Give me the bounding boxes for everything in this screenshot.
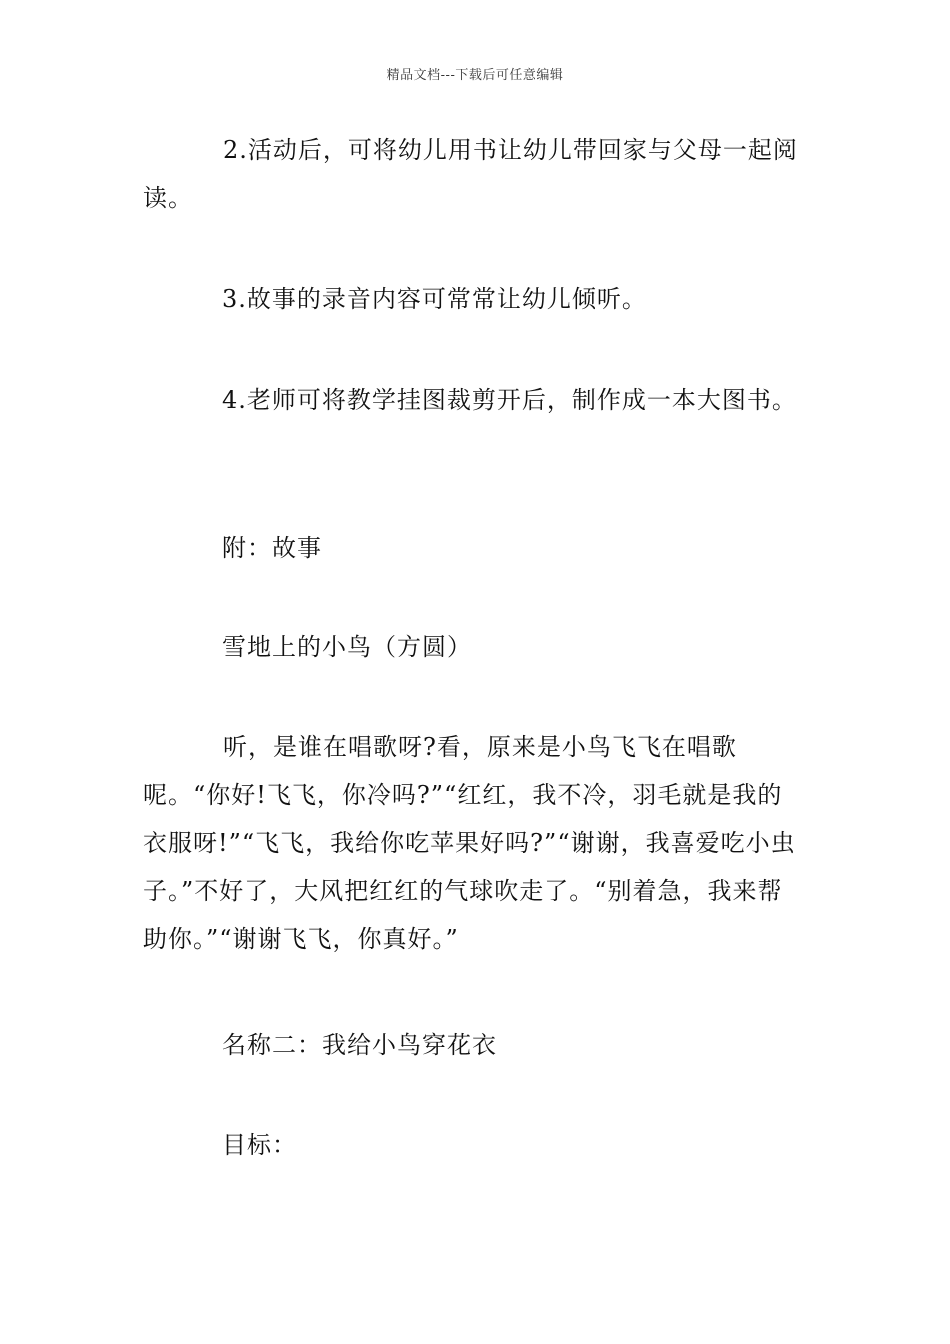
paragraph-big-book: 4.老师可将教学挂图裁剪开后，制作成一本大图书。 — [222, 386, 797, 414]
story-title: 雪地上的小鸟（方圆） — [222, 633, 472, 661]
section-two-title: 名称二：我给小鸟穿花衣 — [222, 1031, 497, 1059]
page-header: 精品文档---下载后可任意编辑 — [386, 68, 564, 83]
paragraph-activity-after: 2.活动后，可将幼儿用书让幼儿带回家与父母一起阅读。 — [143, 136, 798, 212]
appendix-story-heading: 附：故事 — [222, 534, 322, 562]
paragraph-recording: 3.故事的录音内容可常常让幼儿倾听。 — [222, 285, 647, 313]
story-body: 听，是谁在唱歌呀?看，原来是小鸟飞飞在唱歌呢。“你好!飞飞，你冷吗?”“红红，我不冷，羽毛就是我的衣服呀!”“飞飞，我给你吃苹果好吗?”“谢谢，我喜爱吃小虫子。”不好了，大风把红红的气球吹走了。“别着急，我来帮助你。”“谢谢飞飞，你真好。” — [143, 733, 796, 953]
objectives-heading: 目标： — [222, 1131, 297, 1159]
